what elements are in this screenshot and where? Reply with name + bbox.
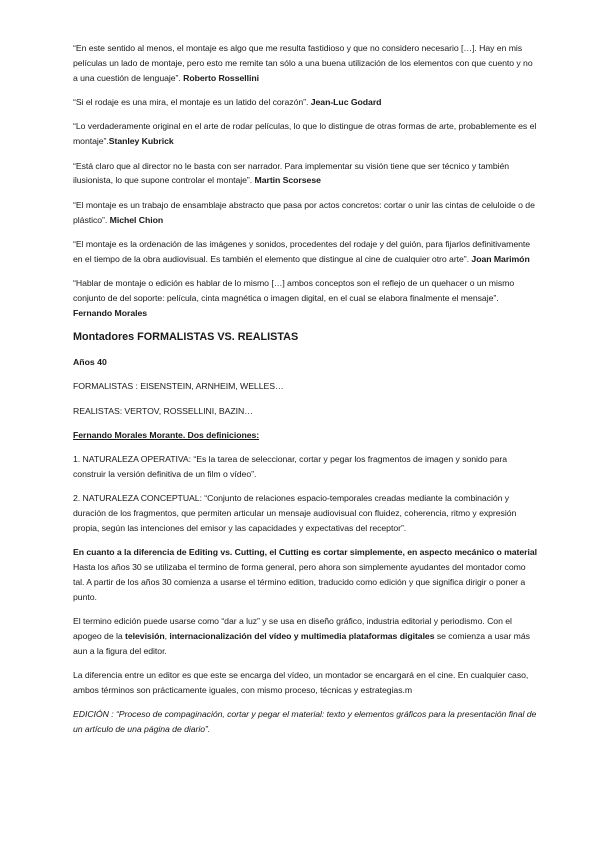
quote-text: “El montaje es la ordenación de las imágenes y sonidos, procedentes del rodaje y del guión, para fijarlos definitivamente en el tiempo de la obra audiovisual. Es también el elemento que distingue al cine de cualquier otro arte”.: [73, 238, 531, 264]
quote-kubrick: [73, 119, 539, 149]
quote-author: Roberto Rossellini: [183, 72, 259, 83]
termino-bold-plataformas: internacionalización del vídeo y multimedia plataformas digitales: [169, 631, 435, 642]
editing-bold-text: En cuanto a la diferencia de Editing vs. Cutting, el Cutting es cortar simplemente, en aspecto mecánico o material: [73, 547, 538, 558]
quote-marimon: [73, 237, 539, 267]
formalistas-line: FORMALISTAS : EISENSTEIN, ARNHEIM, WELLES…: [73, 381, 284, 392]
quote-text: “En este sentido al menos, el montaje es algo que me resulta fastidioso y que no considero necesario […]. Hay en mis películas un lado de montaje, pero esto me remite tan sólo a una buena utilización de los elementos con que cuento y no a una cuestión de lenguaje”.: [73, 43, 533, 83]
realistas-line: REALISTAS: VERTOV, ROSSELLINI, BAZIN…: [73, 405, 253, 416]
quote-author: Joan Marimón: [471, 253, 530, 264]
quote-author: Michel Chion: [109, 214, 164, 225]
termino-text-2: ,: [164, 631, 170, 642]
section-subheading: Años 40: [73, 357, 107, 368]
termino-text-1: El termino edición puede usarse como “dar a luz” y se usa en diseño gráfico, industria editorial y periodismo. Con el apogeo de la: [73, 616, 512, 642]
quote-text: “El montaje es un trabajo de ensamblaje abstracto que pasa por actos concretos: cortar o unir las cintas de celuloide o de plástico”.: [73, 199, 535, 225]
quote-author: Martin Scorsese: [254, 175, 321, 186]
edicion-definition: EDICIÓN : “Proceso de compaginación, cortar y pegar el material: texto y elementos gráficos para la presentación final de un artículo de una página de diario”.: [73, 709, 537, 735]
quote-morales: [73, 276, 539, 320]
quote-chion: [73, 198, 539, 228]
quote-author: Stanley Kubrick: [108, 136, 174, 147]
quote-rossellini: [73, 41, 539, 85]
definitions-title: Fernando Morales Morante. Dos definiciones:: [73, 429, 260, 440]
quote-text: “Está claro que al director no le basta con ser narrador. Para implementar su visión tiene que ser técnico y también ilusionista, lo que supone controlar el montaje”.: [73, 160, 510, 186]
section-heading: Montadores FORMALISTAS VS. REALISTAS: [73, 331, 299, 344]
definition-conceptual: 2. NATURALEZA CONCEPTUAL: “Conjunto de relaciones espacio-temporales creadas mediante la combinación y duración de los fragmentos, que permiten articular un mensaje audiovisual con fluidez, coherencia, ritmo y expresión propia, según las intenciones del emisor y las capacidades y expectativas del receptor”.: [73, 493, 517, 534]
definition-operativa: 1. NATURALEZA OPERATIVA: “Es la tarea de seleccionar, cortar y pegar los fragmentos de imagen y sonido para construir la versión definitiva de un film o vídeo”.: [73, 454, 508, 480]
diferencia-paragraph: La diferencia entre un editor es que este se encarga del vídeo, un montador se encargará en el cine. En cualquier caso, ambos términos son prácticamente iguales, con mismo proceso, técnicas y estrategias.m: [73, 670, 529, 696]
quote-text: “Lo verdaderamente original en el arte de rodar películas, lo que lo distingue de otras formas de arte, probablemente es el montaje”.: [73, 121, 537, 147]
quote-text: “Si el rodaje es una mira, el montaje es un latido del corazón”.: [73, 96, 309, 107]
termino-edicion-paragraph: [73, 614, 539, 658]
quote-author: Jean-Luc Godard: [310, 96, 382, 107]
termino-bold-television: televisión: [125, 631, 165, 642]
quote-godard: [73, 95, 539, 110]
editing-rest-text: Hasta los años 30 se utilizaba el termino de forma general, pero ahora son simplemente ayudantes del montador como tal. A partir de los años 30 comienza a usarse el término edition, traducido como edición y que significa dirigir o poner a punto.: [73, 562, 526, 602]
quote-author: Fernando Morales: [73, 307, 148, 318]
termino-text-3: se comienza a usar más aun a la figura del editor.: [73, 631, 530, 656]
quote-text: “Hablar de montaje o edición es hablar de lo mismo […] ambos conceptos son el reflejo de un quehacer o un mismo conjunto de del soporte: película, cinta magnética o imagen digital, en el cual se elabora finalmente el mensaje”.: [73, 278, 515, 303]
editing-cutting-paragraph: [73, 545, 539, 604]
quote-scorsese: [73, 159, 539, 189]
